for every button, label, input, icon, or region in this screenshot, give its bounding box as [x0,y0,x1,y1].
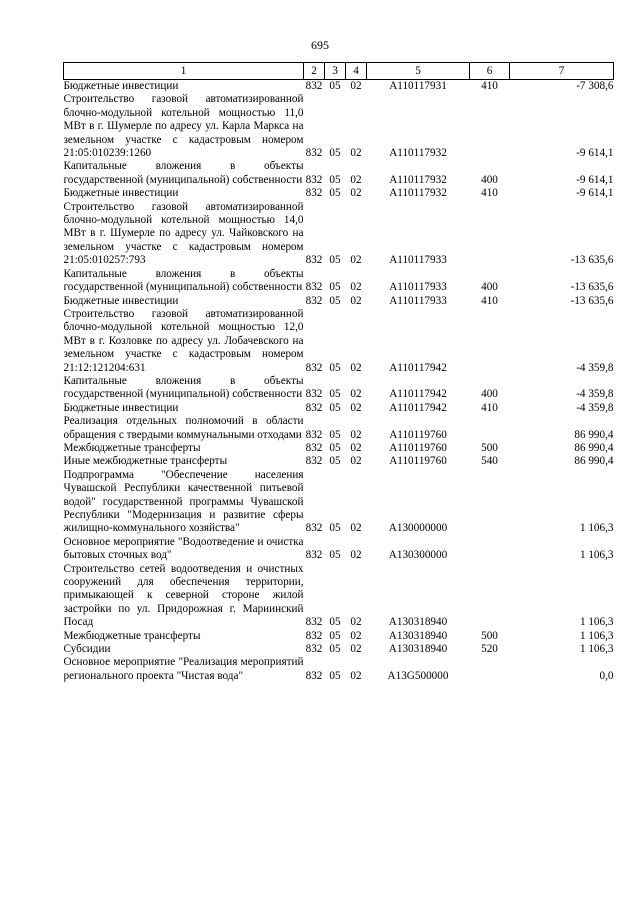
row-name: Иные межбюджетные трансферты [63,455,228,468]
row-target-article: А110117942 [389,361,447,374]
row-name: Межбюджетные трансферты [63,629,201,642]
row-ministry-code: 832 [305,294,323,307]
row-ministry-code: 832 [305,173,323,186]
row-expense-type: 400 [481,173,498,186]
row-ministry-code: 832 [305,441,323,454]
row-target-article: А110119760 [389,441,447,454]
row-amount: -4 359,8 [576,361,614,374]
row-target-article: А110117942 [389,401,447,414]
row-name: Капитальные вложения в объекты государственной (муниципальной) собственности [63,160,304,186]
table-row [64,187,614,200]
budget-table [63,62,614,683]
row-ministry-code: 832 [305,281,323,294]
row-target-article: А110117932 [389,187,447,200]
table-row [64,643,614,656]
table-row [64,201,614,268]
row-section-code: 05 [329,254,341,267]
row-expense-type [470,656,510,683]
row-ministry-code: 832 [305,187,323,200]
row-subsection-code: 02 [350,147,362,160]
row-ministry-code: 832 [305,388,323,401]
row-amount: 1 106,3 [579,616,614,629]
column-header-3: 3 [325,63,346,80]
row-subsection-code: 02 [350,254,362,267]
row-target-article: А130000000 [388,522,448,535]
row-target-article: А130318940 [388,643,448,656]
table-row [64,442,614,455]
table-row [64,93,614,160]
row-target-article: А110119760 [389,455,447,468]
row-amount: 1 106,3 [579,522,614,535]
row-section-code: 05 [329,441,341,454]
table-row [64,375,614,402]
row-amount: -9 614,1 [576,173,614,186]
row-expense-type: 410 [481,401,498,414]
row-section-code: 05 [329,549,341,562]
row-expense-type: 400 [481,281,498,294]
row-subsection-code: 02 [350,629,362,642]
row-amount: -13 635,6 [570,281,614,294]
header-row [64,63,614,80]
row-target-article: А110117942 [389,388,447,401]
row-target-article: А110117933 [389,254,447,267]
row-subsection-code: 02 [350,187,362,200]
column-header-2: 2 [304,63,325,80]
row-target-article: А110117932 [389,173,447,186]
row-name: Строительство сетей водоотведения и очистных сооружений для обеспечения территории, примыкающей к северной стороне жилой застройки по ул. Придорожная г. Мариинский Посад [63,562,304,629]
row-ministry-code: 832 [305,455,323,468]
row-name: Подпрограмма "Обеспечение населения Чувашской Республики качественной питьевой водой" государственной программы Чувашской Республики "Модернизация и развитие сферы жилищно-коммунального хозяйства" [63,468,304,535]
row-ministry-code: 832 [305,669,323,682]
row-section-code: 05 [329,522,341,535]
row-section-code: 05 [329,80,341,92]
row-amount: 86 990,4 [574,428,614,441]
row-expense-type [470,308,510,375]
row-expense-type: 410 [481,80,498,92]
row-subsection-code: 02 [350,361,362,374]
row-ministry-code: 832 [305,147,323,160]
table-row [64,455,614,468]
row-section-code: 05 [329,643,341,656]
table-row [64,563,614,630]
row-target-article: А110117931 [389,80,447,92]
row-section-code: 05 [329,455,341,468]
page-number: 695 [311,38,329,52]
table-row [64,160,614,187]
row-subsection-code: 02 [350,669,362,682]
row-section-code: 05 [329,294,341,307]
row-amount: 1 106,3 [579,549,614,562]
row-target-article: А110117933 [389,281,447,294]
table-row [64,295,614,308]
row-expense-type: 520 [481,643,498,656]
table-row [64,656,614,683]
table-row [64,308,614,375]
row-expense-type [470,93,510,160]
row-expense-type [470,469,510,536]
row-subsection-code: 02 [350,401,362,414]
row-subsection-code: 02 [350,441,362,454]
row-amount: 86 990,4 [574,455,614,468]
row-amount: -7 308,6 [576,80,614,92]
row-expense-type [470,415,510,442]
row-ministry-code: 832 [305,428,323,441]
row-section-code: 05 [329,147,341,160]
column-header-4: 4 [346,63,367,80]
row-subsection-code: 02 [350,294,362,307]
row-subsection-code: 02 [350,428,362,441]
row-target-article: А130318940 [388,629,448,642]
row-section-code: 05 [329,428,341,441]
table-row [64,630,614,643]
row-ministry-code: 832 [305,522,323,535]
row-amount: -4 359,8 [576,388,614,401]
row-amount: 1 106,3 [579,643,614,656]
row-subsection-code: 02 [350,455,362,468]
row-section-code: 05 [329,187,341,200]
table-row [64,415,614,442]
row-amount: -13 635,6 [570,254,614,267]
row-name: Капитальные вложения в объекты государственной (муниципальной) собственности [63,374,304,401]
row-expense-type [470,563,510,630]
row-subsection-code: 02 [350,616,362,629]
column-header-5: 5 [367,63,470,80]
column-header-7: 7 [510,63,614,80]
row-expense-type: 500 [481,441,498,454]
row-subsection-code: 02 [350,643,362,656]
row-amount: 86 990,4 [574,441,614,454]
row-name: Бюджетные инвестиции [63,401,179,414]
row-name: Строительство газовой автоматизированной блочно-модульной котельной мощностью 12,0 МВт в г. Козловке по адресу ул. Лобачевского на земельном участке с кадастровым номером 21:12:121204:631 [63,307,304,374]
row-target-article: А130300000 [388,549,448,562]
table-row [64,536,614,563]
row-section-code: 05 [329,669,341,682]
row-ministry-code: 832 [305,549,323,562]
row-section-code: 05 [329,629,341,642]
row-ministry-code: 832 [305,616,323,629]
row-name: Бюджетные инвестиции [63,80,179,92]
row-section-code: 05 [329,361,341,374]
row-name: Капитальные вложения в объекты государственной (муниципальной) собственности [63,267,304,294]
row-name: Основное мероприятие "Водоотведение и очистка бытовых сточных вод" [63,535,304,562]
row-name: Строительство газовой автоматизированной блочно-модульной котельной мощностью 11,0 МВт в г. Шумерле по адресу ул. Карла Маркса на земельном участке с кадастровым номером 21:05:010239:1260 [63,93,304,160]
row-subsection-code: 02 [350,388,362,401]
row-subsection-code: 02 [350,549,362,562]
table-row [64,268,614,295]
row-section-code: 05 [329,388,341,401]
table-row [64,402,614,415]
row-amount: -13 635,6 [570,294,614,307]
row-amount: 0,0 [599,669,614,682]
row-amount: -9 614,1 [576,147,614,160]
row-target-article: А13G500000 [387,669,449,682]
row-expense-type [470,536,510,563]
row-amount: -4 359,8 [576,401,614,414]
column-header-1: 1 [64,63,304,80]
row-name: Бюджетные инвестиции [63,294,179,307]
row-ministry-code: 832 [305,254,323,267]
row-expense-type: 410 [481,187,498,200]
row-name: Основное мероприятие "Реализация мероприятий регионального проекта "Чистая вода" [63,656,304,682]
column-header-6: 6 [470,63,510,80]
row-name: Реализация отдельных полномочий в области обращения с твердыми коммунальными отходами [63,415,304,441]
row-ministry-code: 832 [305,361,323,374]
row-expense-type: 540 [481,455,498,468]
row-subsection-code: 02 [350,80,362,92]
row-expense-type: 500 [481,629,498,642]
row-name: Строительство газовой автоматизированной блочно-модульной котельной мощностью 14,0 МВт в г. Шумерле по адресу ул. Чайковского на земельном участке с кадастровым номером 21:05:010257:793 [63,200,304,267]
row-ministry-code: 832 [305,401,323,414]
row-ministry-code: 832 [305,643,323,656]
row-target-article: А110117933 [389,294,447,307]
row-target-article: А130318940 [388,616,448,629]
row-amount: -9 614,1 [576,187,614,200]
row-subsection-code: 02 [350,173,362,186]
table-row [64,469,614,536]
row-section-code: 05 [329,281,341,294]
row-target-article: А110119760 [389,428,447,441]
row-target-article: А110117932 [389,147,447,160]
row-name: Межбюджетные трансферты [63,441,201,454]
row-ministry-code: 832 [305,629,323,642]
row-expense-type: 400 [481,388,498,401]
row-expense-type: 410 [481,294,498,307]
row-name: Бюджетные инвестиции [63,187,179,200]
row-section-code: 05 [329,173,341,186]
row-section-code: 05 [329,616,341,629]
table-row [64,80,614,94]
row-name: Субсидии [63,643,111,656]
row-expense-type [470,201,510,268]
row-section-code: 05 [329,401,341,414]
row-subsection-code: 02 [350,281,362,294]
row-amount: 1 106,3 [579,629,614,642]
row-ministry-code: 832 [305,80,323,92]
row-subsection-code: 02 [350,522,362,535]
